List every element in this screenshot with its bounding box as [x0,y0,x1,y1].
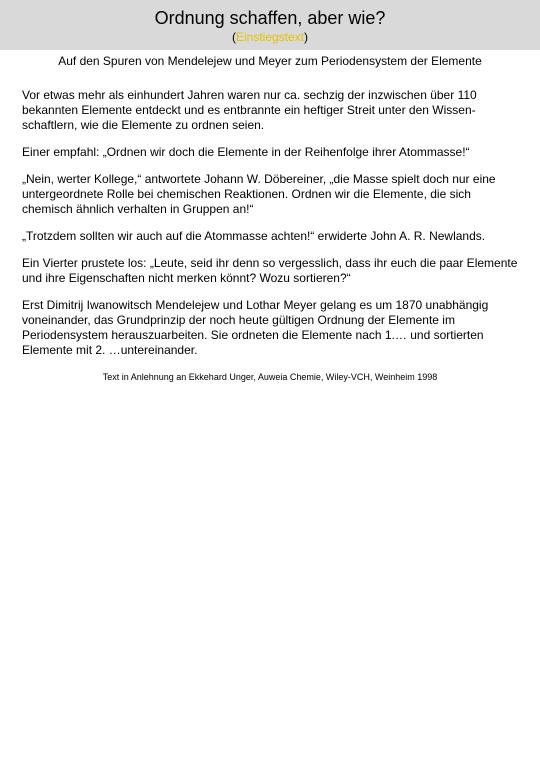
subtitle-highlight: Einstiegstext [235,30,305,44]
story-body [22,88,522,370]
paragraph-6: Erst Dimitrij Iwanowitsch Mendelejew und Lothar Meyer gelang es um 1870 unabhängig voneinander, das Grundprinzip der noch heute gültigen Ordnung der Elemente im Periodensystem herauszuarbeiten. Sie ordneten die Elemente nach 1.… und sortierten Elemente mit 2. …untereinander. [22,298,489,357]
page-title: Ordnung schaffen, aber wie? [154,8,386,28]
paragraph-3: „Nein, werter Kollege,“ antwortete Johann W. Döbereiner, „die Masse spielt doch nur eine untergeordnete Rolle bei chemischen Reaktionen. Ordnen wir die Elemente, die sich chemisch ähnlich verhalten in Gruppen an!“ [22,172,496,216]
page-subtitle [0,30,540,45]
paragraph-1: Vor etwas mehr als einhundert Jahren waren nur ca. sechzig der inzwischen über 110 bekannten Elemente entdeckt und es entbrannte ein heftiger Streit unter den Wissen-schaftlern, wie die Elemente zu ordnen seien. [22,88,477,132]
intro-line: Auf den Spuren von Mendelejew und Meyer zum Periodensystem der Elemente [58,54,482,68]
subtitle-close-paren: ) [304,30,309,44]
paragraph-2: Einer empfahl: „Ordnen wir doch die Elemente in der Reihenfolge ihrer Atommasse!“ [22,145,470,159]
subtitle-open-paren: ( [231,30,236,44]
source-credit: Text in Anlehnung an Ekkehard Unger, Auweia Chemie, Wiley-VCH, Weinheim 1998 [102,372,438,382]
header-bar [0,0,540,50]
paragraph-4: „Trotzdem sollten wir auch auf die Atommasse achten!“ erwiderte John A. R. Newlands. [22,229,486,243]
paragraph-5: Ein Vierter prustete los: „Leute, seid ihr denn so vergesslich, dass ihr euch die paar Elemente und ihre Eigenschaften nicht merken könnt? Wozu sortieren?“ [22,256,518,285]
